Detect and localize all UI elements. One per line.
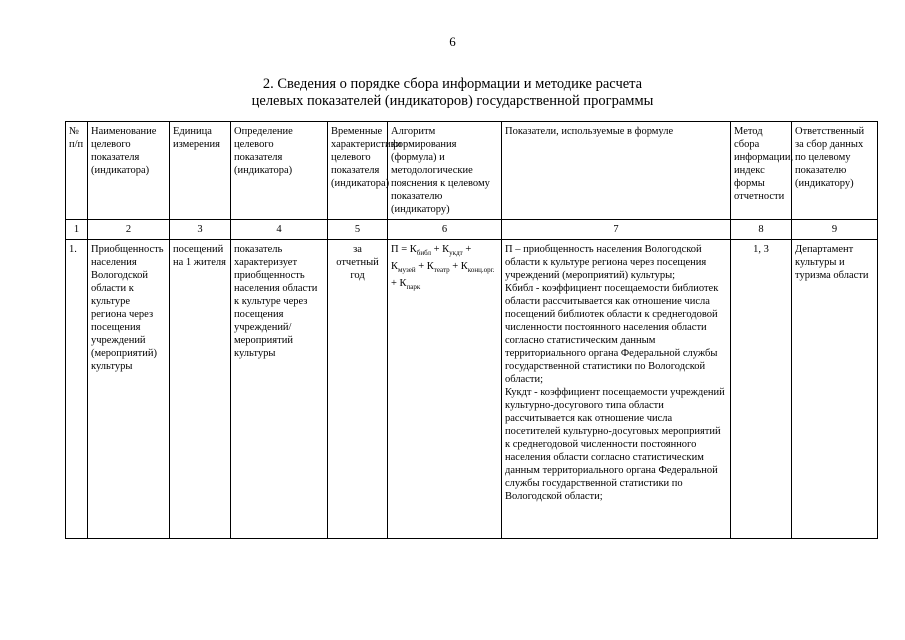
header-cell: Определение целевого показателя (индикатора): [231, 122, 328, 220]
time-characteristic: за отчетный год: [328, 240, 388, 539]
column-number: 1: [66, 220, 88, 240]
formula-sub-park: парк: [406, 283, 421, 292]
formula-plus: +: [462, 244, 472, 255]
column-number-row: [66, 220, 878, 240]
column-number: 4: [231, 220, 328, 240]
formula-k: К: [426, 261, 434, 273]
formula-k: К: [399, 278, 407, 290]
formula-sub-muzei: музей: [398, 266, 416, 275]
formula-plus: +: [391, 278, 400, 290]
column-number: 6: [388, 220, 502, 240]
indicator-description: П – приобщенность населения Вологодской области к культуре региона через посещения учреждений (мероприятий) культуры;: [505, 244, 707, 281]
formula-plus: +: [449, 261, 461, 273]
indicator-description: Кукдт - коэффициент посещаемости учреждений культурно-досугового типа области рассчитывается как отношение числа посетителей культурно-досуговых мероприятий к среднегодовой численности постоянного населения области согласно статистическим данным территориального органа Федеральной службы государственной статистики по Вологодской области;: [505, 387, 725, 502]
responsible-body: Департамент культуры и туризма области: [792, 240, 878, 539]
formula-sub-ukdt: укдт: [449, 249, 463, 258]
column-number: 2: [88, 220, 170, 240]
formula-indicators: [502, 240, 731, 539]
title-line-2: целевых показателей (индикаторов) государственной программы: [251, 93, 654, 109]
formula-sub-bibl: библ: [416, 249, 431, 258]
header-cell: Наименование целевого показателя (индикатора): [88, 122, 170, 220]
header-cell: Метод сбора информации, индекс формы отчетности: [731, 122, 792, 220]
formula-plus: +: [430, 244, 443, 255]
formula-p: П: [391, 244, 399, 255]
column-number: 3: [170, 220, 231, 240]
formula-sub-teatr: театр: [433, 266, 450, 275]
collection-method: 1, 3: [731, 240, 792, 539]
header-cell: Показатели, используемые в формуле: [502, 122, 731, 220]
table-row: [66, 240, 878, 539]
column-number: 8: [731, 220, 792, 240]
indicator-name: Приобщенность населения Вологодской области к культуре региона через посещения учреждений (мероприятий) культуры: [88, 240, 170, 539]
formula-cell: [388, 240, 502, 539]
column-number: 7: [502, 220, 731, 240]
unit-of-measure: посещений на 1 жителя: [170, 240, 231, 539]
formula-k: К: [391, 261, 399, 273]
column-number: 5: [328, 220, 388, 240]
header-cell: № п/п: [66, 122, 88, 220]
header-row: [66, 122, 878, 220]
header-cell: Алгоритм формирования (формула) и методологические пояснения к целевому показателю (индикатору): [388, 122, 502, 220]
page-title: [0, 76, 905, 110]
formula-plus: +: [415, 261, 427, 273]
formula-k: К: [409, 244, 417, 255]
row-number: 1.: [66, 240, 88, 539]
indicators-table: [65, 121, 878, 539]
indicator-definition: показатель характеризует приобщенность населения области к культуре через посещения учреждений/ мероприятий культуры: [231, 240, 328, 539]
column-number: 9: [792, 220, 878, 240]
formula-k: К: [442, 244, 450, 255]
page-number: 6: [449, 34, 456, 49]
formula-k: К: [460, 261, 468, 273]
indicator-description: Кбибл - коэффициент посещаемости библиотек области рассчитывается как отношение числа посещений библиотек области к среднегодовой численности постоянного населения области согласно статистическим данным территориального органа Федеральной службы государственной статистики по Вологодской области;: [505, 283, 719, 385]
header-cell: Единица измерения: [170, 122, 231, 220]
header-cell: Ответственный за сбор данных по целевому показателю (индикатору): [792, 122, 878, 220]
formula-sub-konc: конц.орг.: [467, 266, 495, 275]
title-line-1: 2. Сведения о порядке сбора информации и методике расчета: [262, 76, 643, 92]
header-cell: Временные характеристики целевого показателя (индикатора): [328, 122, 388, 220]
formula-equals: =: [398, 244, 410, 255]
